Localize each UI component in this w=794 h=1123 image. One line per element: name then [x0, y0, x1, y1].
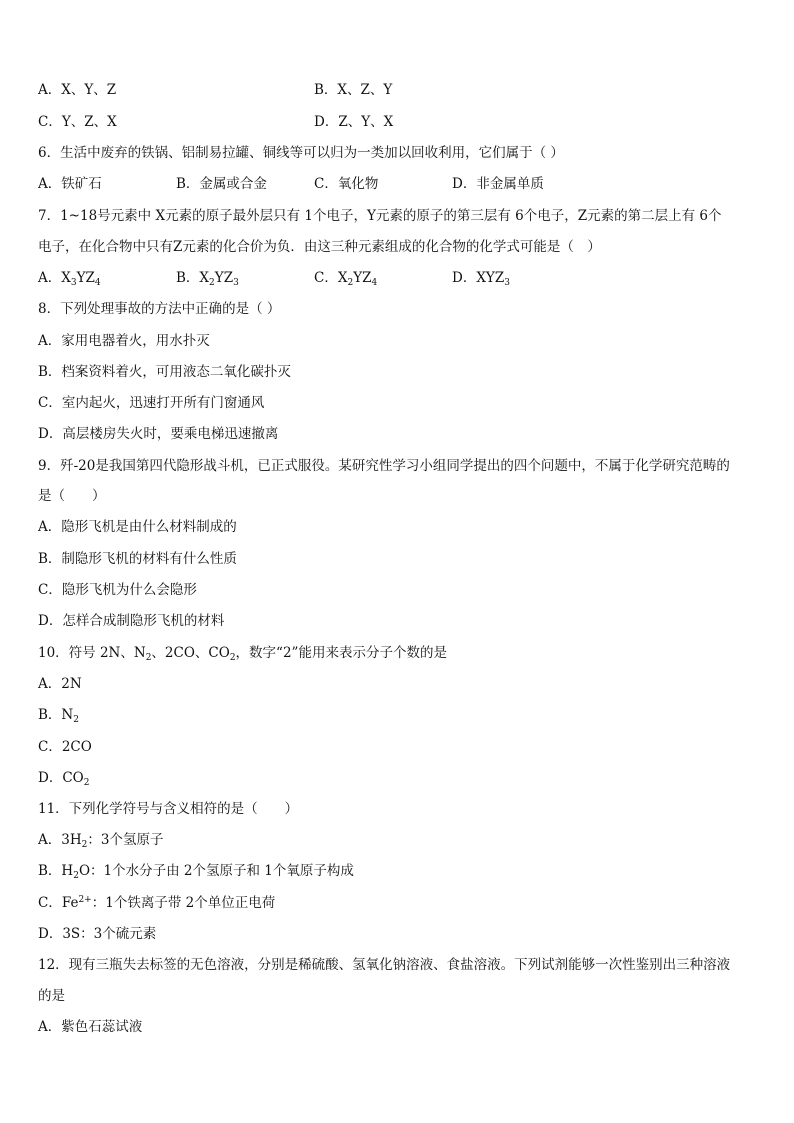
- q6-option-b: B．金属或合金: [176, 176, 267, 192]
- q7-option-d: D．$XYZ_3$: [452, 270, 510, 288]
- q8-stem: 8．下列处理事故的方法中正确的是（ ）: [38, 301, 281, 317]
- q5-option-b: B．X、Z、Y: [314, 82, 393, 98]
- q11-stem: 11．下列化学符号与含义相符的是（ ）: [38, 801, 299, 817]
- q8-option-a: A．家用电器着火，用水扑灭: [38, 333, 210, 349]
- q6-stem: 6．生活中废弃的铁锅、铝制易拉罐、铜线等可以归为一类加以回收利用，它们属于（ ）: [38, 145, 564, 161]
- q9-option-d: D．怎样合成制隐形飞机的材料: [38, 613, 225, 629]
- q5-option-d: D．Z、Y、X: [314, 114, 394, 130]
- q9-stem-line1: 9．歼-20是我国第四代隐形战斗机，已正式服役。某研究性学习小组同学提出的四个问题中，不属于化学研究范畴的: [38, 458, 730, 474]
- q12-option-a: A．紫色石蕊试液: [38, 1019, 143, 1035]
- q9-stem-line2: 是（ ）: [38, 488, 106, 504]
- q10-option-d: D．$CO_2$: [38, 770, 90, 788]
- q7-option-c: C．$X_2YZ_4$: [314, 270, 378, 288]
- q7-option-a: A．$X_3YZ_4$: [38, 270, 101, 288]
- q10-stem: 10．符号 2N、$N_2$、2CO、$CO_2$，数字“2”能用来表示分子个数的是: [38, 645, 447, 663]
- q9-option-b: B．制隐形飞机的材料有什么性质: [38, 551, 237, 567]
- q11-option-b: B．$H_2O$：1个水分子由 2个氢原子和 1个氧原子构成: [38, 863, 354, 881]
- q12-stem-line2: 的是: [38, 988, 65, 1004]
- q6-option-c: C．氧化物: [314, 176, 379, 192]
- q5-option-a: A．X、Y、Z: [38, 82, 117, 98]
- q11-option-a: A．$3H_2$：3个氢原子: [38, 832, 164, 850]
- q10-option-a: A．2N: [38, 676, 82, 692]
- q6-option-d: D．非金属单质: [452, 176, 544, 192]
- q11-option-d: D．3S：3个硫元素: [38, 926, 157, 942]
- q7-stem-line2: 电子，在化合物中只有Z元素的化合价为负．由这三种元素组成的化合物的化学式可能是（ ）: [38, 239, 601, 255]
- q11-option-c: C．$Fe^{2+}$：1个铁离子带 2个单位正电荷: [38, 895, 276, 911]
- q12-stem-line1: 12．现有三瓶失去标签的无色溶液，分别是稀硫酸、氢氧化钠溶液、食盐溶液。下列试剂能够一次性鉴别出三种溶液: [38, 957, 731, 973]
- q10-option-b: B．$N_2$: [38, 707, 79, 725]
- q7-option-b: B．$X_2YZ_3$: [176, 270, 239, 288]
- q7-stem-line1: 7．1~18号元素中 X元素的原子最外层只有 1个电子，Y元素的原子的第三层有 6个电子，Z元素的第二层上有 6个: [38, 208, 722, 224]
- q6-option-a: A．铁矿石: [38, 176, 102, 192]
- q8-option-c: C．室内起火，迅速打开所有门窗通风: [38, 395, 265, 411]
- q8-option-b: B．档案资料着火，可用液态二氧化碳扑灭: [38, 364, 291, 380]
- q8-option-d: D．高层楼房失火时，要乘电梯迅速撤离: [38, 426, 279, 442]
- q9-option-c: C．隐形飞机为什么会隐形: [38, 582, 197, 598]
- q5-option-c: C．Y、Z、X: [38, 114, 117, 130]
- q9-option-a: A．隐形飞机是由什么材料制成的: [38, 519, 237, 535]
- q10-option-c: C．2CO: [38, 739, 92, 755]
